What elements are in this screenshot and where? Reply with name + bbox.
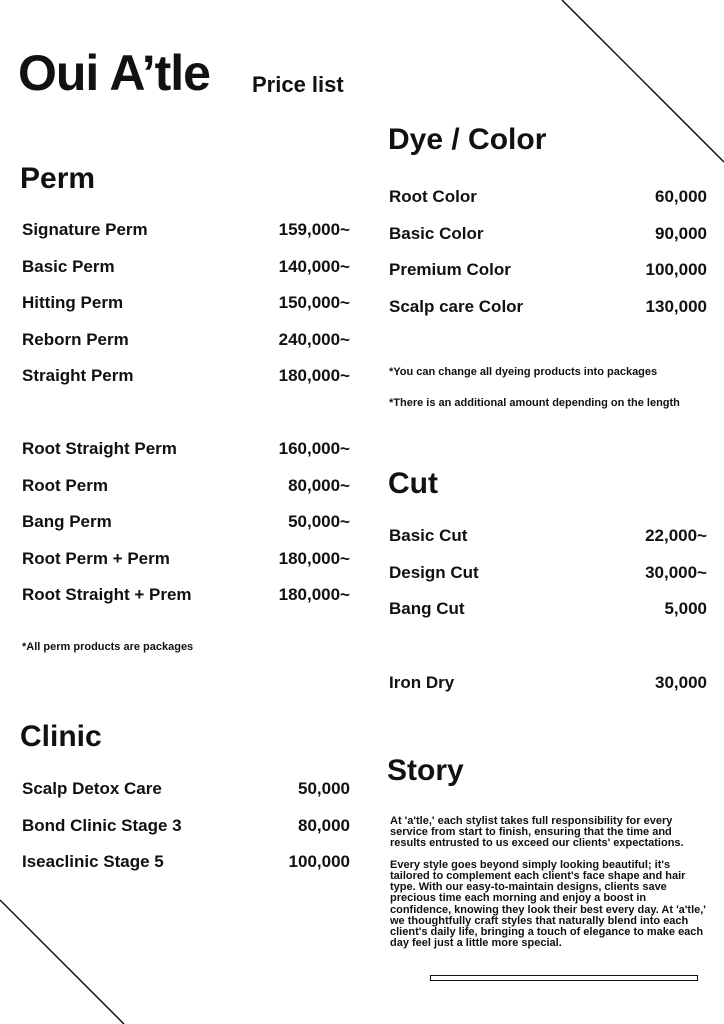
price-row xyxy=(389,260,707,297)
price-row xyxy=(389,297,707,334)
item-name: Iron Dry xyxy=(389,673,455,692)
perm-list-2 xyxy=(22,439,350,622)
item-name: Root Color xyxy=(389,187,477,206)
item-name: Reborn Perm xyxy=(22,329,129,349)
item-price: 100,000 xyxy=(645,260,707,280)
item-name: Scalp Detox Care xyxy=(22,779,162,798)
cut-title: Cut xyxy=(388,467,438,500)
clinic-list xyxy=(22,779,350,889)
item-name: Signature Perm xyxy=(22,220,148,239)
item-price: 180,000~ xyxy=(278,366,350,386)
item-price: 50,000 xyxy=(298,779,350,798)
page-subtitle: Price list xyxy=(252,72,344,97)
dye-note-2: *There is an additional amount depending on the length xyxy=(389,397,680,409)
item-name: Bond Clinic Stage 3 xyxy=(22,815,182,835)
item-name: Root Perm + Perm xyxy=(22,548,170,568)
story-paragraph-2: Every style goes beyond simply looking beautiful; it's tailored to complement each client's face shape and hair type. With our easy-to-maintain designs, clients save precious time each morning and enjoy a boost in confidence, knowing they look their best every day. At 'a'tle,' we thoughtfully craft styles that naturally blend into each client's daily life, bringing a touch of elegance to make each day feel just a little more special. xyxy=(390,858,706,950)
price-row xyxy=(22,549,350,586)
price-row xyxy=(389,224,707,261)
price-row xyxy=(22,366,350,403)
price-row xyxy=(22,476,350,513)
item-price: 130,000 xyxy=(645,296,707,316)
price-row xyxy=(389,187,707,224)
dye-title: Dye / Color xyxy=(388,123,547,156)
price-row xyxy=(389,526,707,563)
item-price: 80,000~ xyxy=(288,475,350,495)
item-price: 30,000 xyxy=(655,673,707,692)
price-row xyxy=(389,563,707,600)
price-row xyxy=(22,257,350,294)
price-row xyxy=(22,816,350,853)
story-title: Story xyxy=(387,754,464,787)
item-price: 50,000~ xyxy=(288,512,350,532)
brand-title: Oui A’tle xyxy=(18,45,210,101)
item-name: Scalp care Color xyxy=(389,296,524,316)
price-row xyxy=(22,852,350,889)
price-row xyxy=(22,330,350,367)
item-name: Design Cut xyxy=(389,562,479,582)
item-price: 30,000~ xyxy=(645,562,707,582)
iron-dry-row xyxy=(389,673,707,710)
item-name: Root Straight + Prem xyxy=(22,585,192,605)
item-name: Bang Perm xyxy=(22,512,112,532)
dye-list xyxy=(389,187,707,333)
footer-divider xyxy=(430,975,698,981)
perm-title: Perm xyxy=(20,162,96,195)
item-name: Root Perm xyxy=(22,475,108,495)
item-name: Iseaclinic Stage 5 xyxy=(22,852,164,872)
story-paragraph-1: At 'a'tle,' each stylist takes full responsibility for every service from start to finish, ensuring that the time and results entrusted to us exceed our clients' expectations. xyxy=(390,815,684,850)
cut-list xyxy=(389,526,707,636)
item-name: Hitting Perm xyxy=(22,293,124,313)
item-name: Basic Color xyxy=(389,223,484,243)
item-name: Basic Perm xyxy=(22,256,115,276)
item-name: Basic Cut xyxy=(389,526,468,545)
clinic-title: Clinic xyxy=(20,720,102,753)
price-row xyxy=(22,439,350,476)
item-price: 5,000 xyxy=(664,599,707,619)
price-row xyxy=(22,293,350,330)
item-price: 22,000~ xyxy=(645,526,707,545)
item-price: 80,000 xyxy=(298,815,350,835)
item-price: 180,000~ xyxy=(278,585,350,605)
item-price: 60,000 xyxy=(655,187,707,206)
item-name: Bang Cut xyxy=(389,599,465,619)
item-price: 100,000 xyxy=(288,852,350,872)
price-row xyxy=(22,779,350,816)
item-price: 240,000~ xyxy=(278,329,350,349)
story-body xyxy=(390,816,710,959)
item-price: 90,000 xyxy=(655,223,707,243)
price-row xyxy=(22,220,350,257)
perm-list-1 xyxy=(22,220,350,403)
perm-note: *All perm products are packages xyxy=(22,641,194,653)
item-price: 160,000~ xyxy=(278,439,350,458)
price-row xyxy=(22,585,350,622)
price-row xyxy=(22,512,350,549)
item-price: 159,000~ xyxy=(278,220,350,239)
item-name: Straight Perm xyxy=(22,366,134,386)
item-price: 150,000~ xyxy=(278,293,350,313)
item-name: Root Straight Perm xyxy=(22,439,177,458)
dye-note-1: *You can change all dyeing products into packages xyxy=(389,366,658,378)
item-price: 180,000~ xyxy=(278,548,350,568)
item-name: Premium Color xyxy=(389,260,511,280)
item-price: 140,000~ xyxy=(278,256,350,276)
price-row xyxy=(389,599,707,636)
